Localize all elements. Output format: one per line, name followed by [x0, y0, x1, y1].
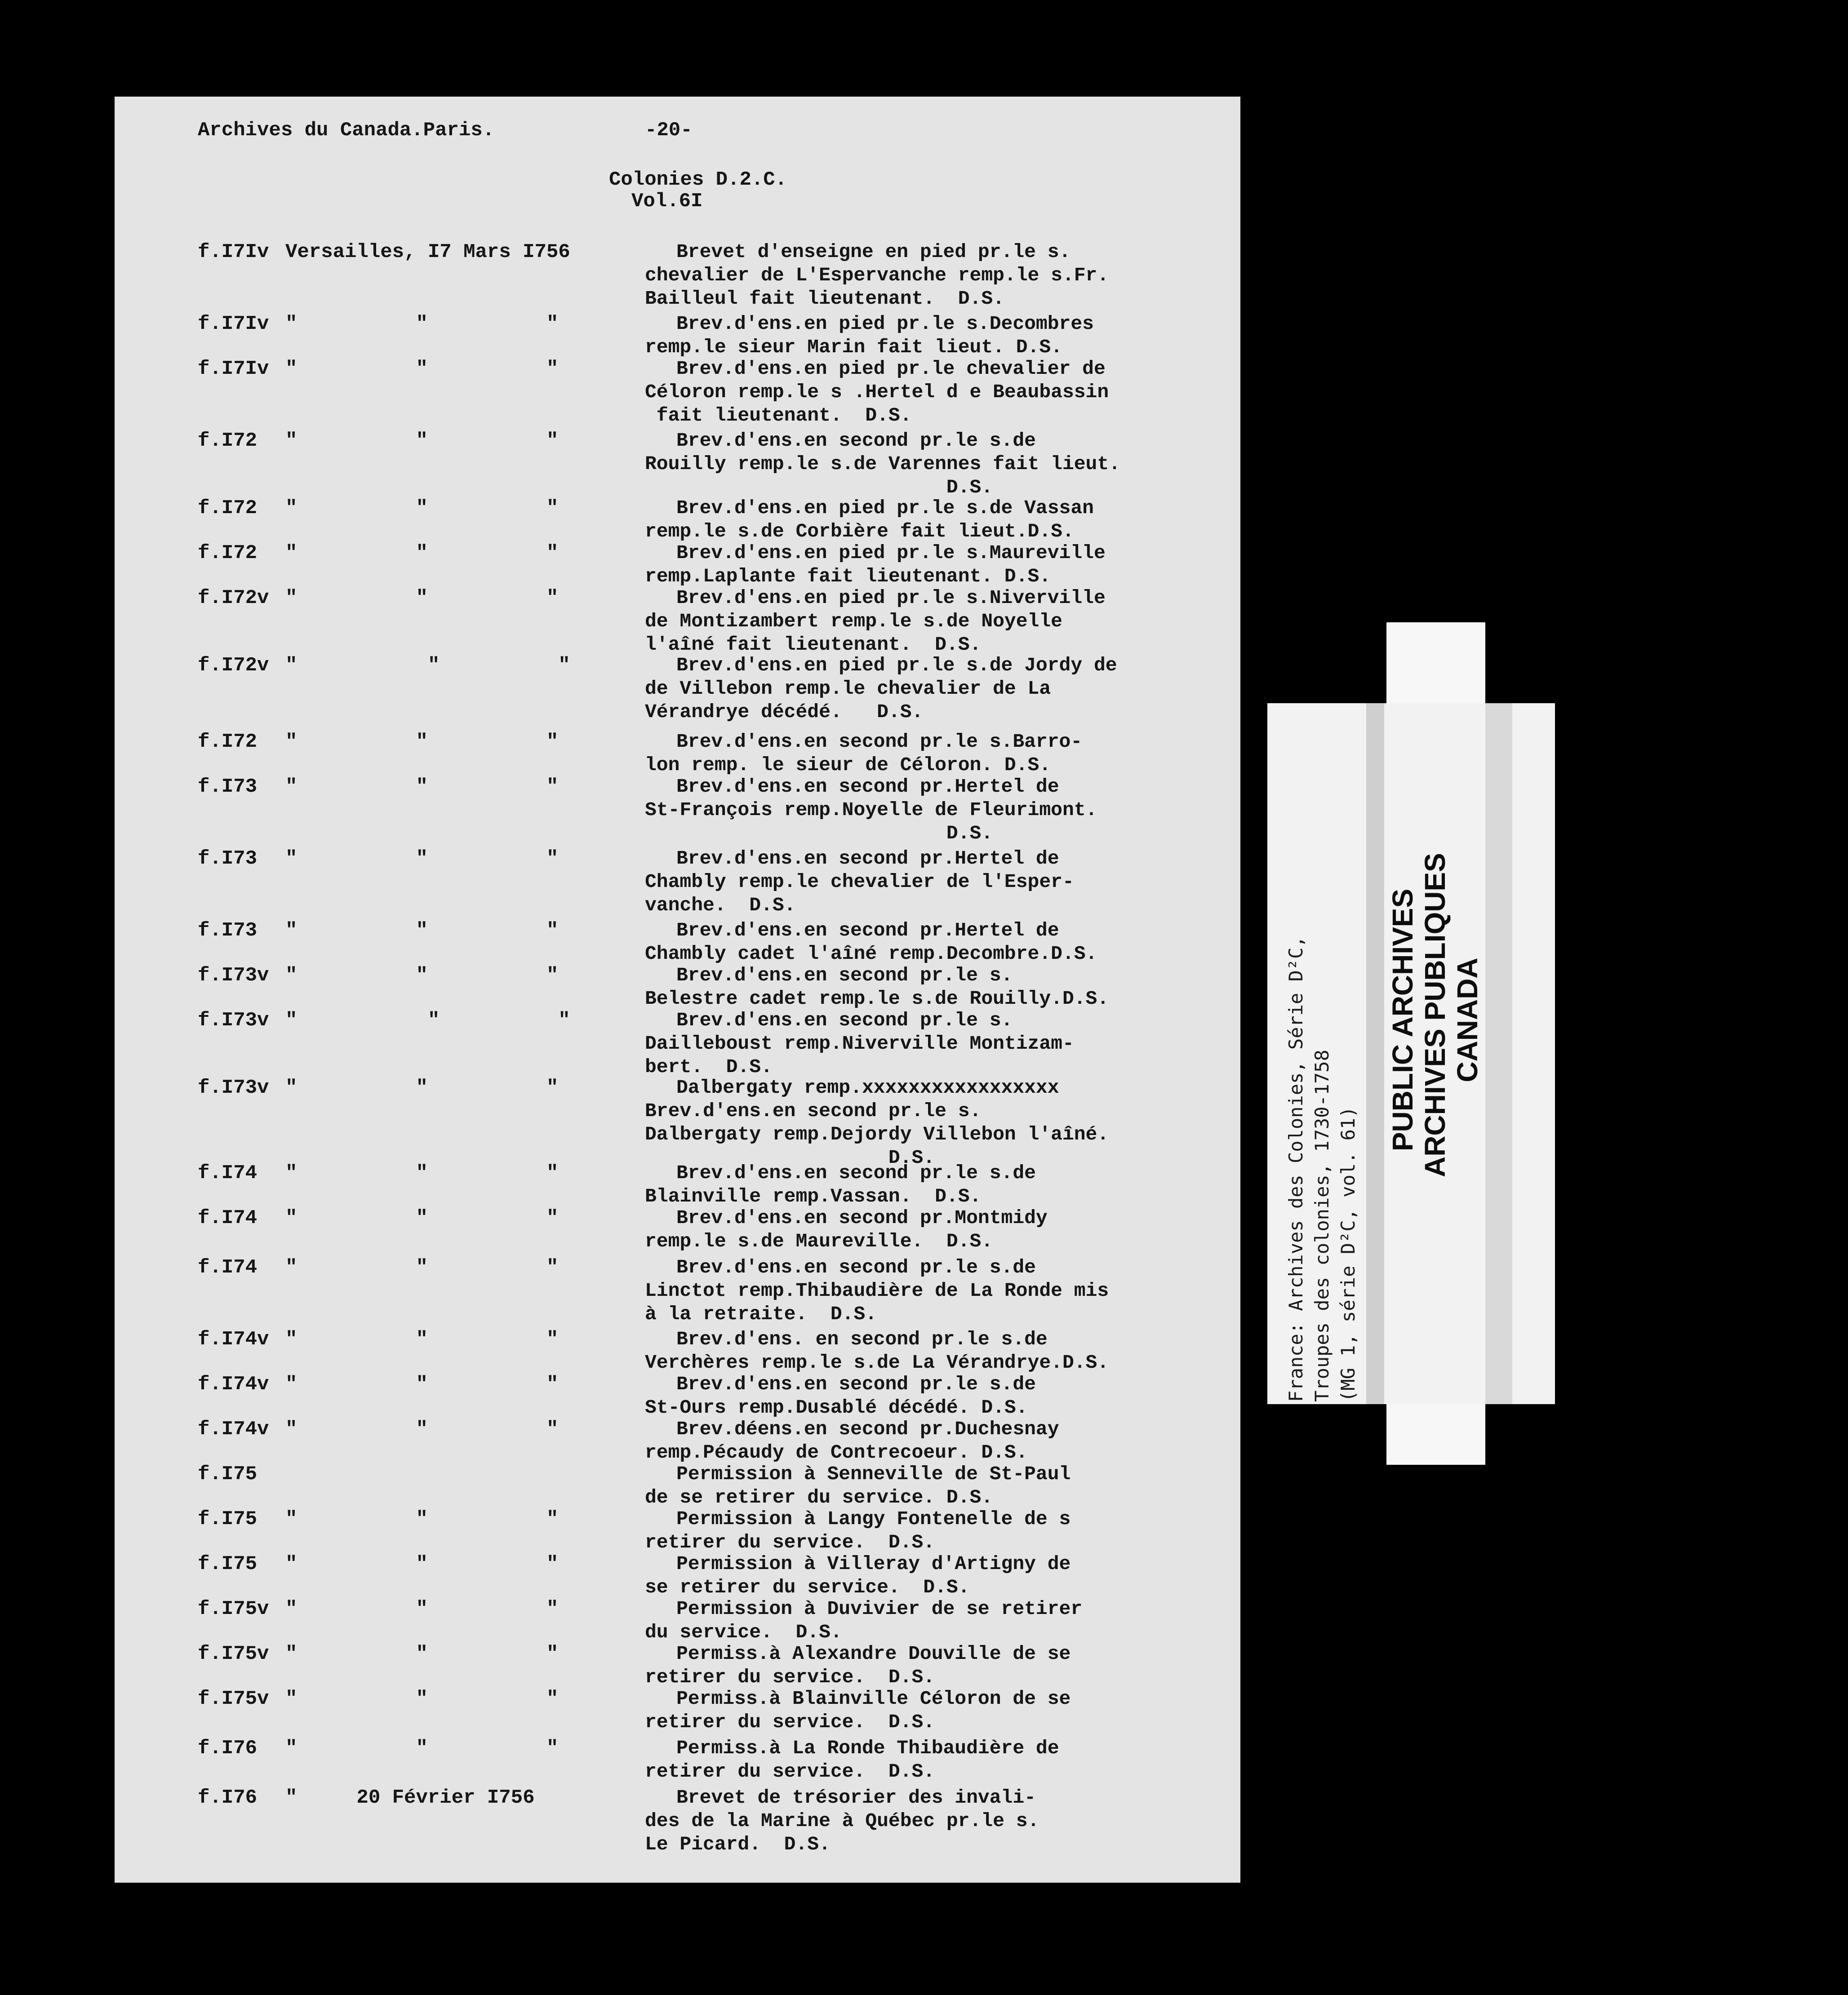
entry-description [645, 964, 1229, 1011]
description-line: Permission à Senneville de St-Paul [676, 1463, 1071, 1485]
entry-description [645, 1642, 1229, 1689]
folio-reference: f.I74v [198, 1418, 269, 1441]
stamp-line: CANADA [1451, 958, 1484, 1082]
description-line: Brev.d'ens.en pied pr.le chevalier de [676, 358, 1106, 380]
series-title: Colonies D.2.C. [609, 168, 787, 191]
description-line: Brev.déens.en second pr.Duchesnay [676, 1418, 1059, 1440]
description-line: Permiss.à La Ronde Thibaudière de [676, 1737, 1059, 1759]
slip-line: (MG 1, série D²C, vol. 61) [1337, 1106, 1359, 1402]
description-line: St-François remp.Noyelle de Fleurimont. [645, 799, 1097, 821]
description-line: Permission à Duvivier de se retirer [676, 1598, 1083, 1620]
entry-description [645, 654, 1229, 724]
entry-description [645, 1737, 1229, 1783]
description-line: Brev.d'ens.en second pr.le s.de [676, 1373, 1036, 1395]
folio-reference: f.I72v [198, 654, 269, 677]
entry-date: " " " [285, 1553, 559, 1575]
stamp-line: PUBLIC ARCHIVES [1386, 888, 1419, 1152]
folio-reference: f.I76 [198, 1737, 258, 1760]
folio-reference: f.I72 [198, 430, 258, 452]
folio-reference: f.I73v [198, 1009, 269, 1032]
entry-date: Versailles, I7 Mars I756 [285, 241, 570, 263]
entry-description [645, 1009, 1229, 1079]
description-line: Brev.d'ens.en second pr.le s.de [676, 1256, 1036, 1278]
entry-date: " " " [285, 1643, 559, 1665]
description-line: retirer du service. D.S. [645, 1760, 935, 1782]
description-line: Brev.d'ens.en second pr.le s. [676, 964, 1013, 986]
folio-reference: f.I74 [198, 1162, 258, 1184]
folio-reference: f.I7Iv [198, 358, 269, 380]
entry-date: " " " [285, 430, 559, 452]
description-line: Verchères remp.le s.de La Vérandrye.D.S. [645, 1352, 1109, 1374]
entry-description [645, 1507, 1229, 1554]
folio-reference: f.I75v [198, 1598, 269, 1620]
description-line: remp.le s.de Corbière fait lieut.D.S. [645, 520, 1074, 542]
entry-date: " 20 Février I756 [285, 1787, 535, 1809]
entry-date: " " " [285, 313, 559, 335]
entry-description [645, 1597, 1229, 1644]
description-line: Brev.d'ens.en pied pr.le s.de Vassan [676, 497, 1094, 519]
description-line: Brev.d'ens.en second pr.le s. [676, 1009, 1013, 1031]
entry-date: " " " [285, 1598, 559, 1620]
description-line: de Montizambert remp.le s.de Noyelle [645, 610, 1062, 632]
description-line: Permiss.à Blainville Céloron de se [676, 1688, 1071, 1710]
entry-date: " " " [285, 964, 559, 987]
entry-date: " " " [285, 497, 559, 519]
description-line: à la retraite. D.S. [645, 1303, 877, 1325]
entry-description [645, 847, 1229, 917]
description-line: de se retirer du service. D.S. [645, 1486, 993, 1508]
entry-description [645, 775, 1229, 845]
description-line: Permission à Langy Fontenelle de s [676, 1508, 1071, 1530]
folio-reference: f.I72 [198, 542, 258, 564]
description-line: Belestre cadet remp.le s.de Rouilly.D.S. [645, 988, 1109, 1010]
description-line: Chambly remp.le chevalier de l'Esper- [645, 871, 1074, 893]
volume-label: Vol.6I [631, 190, 703, 213]
description-line: Brev.d'ens.en second pr.le s.Barro- [676, 731, 1083, 753]
entry-date: " " " [285, 1256, 559, 1279]
description-line: de Villebon remp.le chevalier de La [645, 678, 1051, 700]
public-archives-stamp [1386, 853, 1484, 1177]
description-line: D.S. [645, 1147, 935, 1169]
description-line: Brev.d'ens.en pied pr.le s.Niverville [676, 587, 1106, 609]
stamp-line: ARCHIVES PUBLIQUES [1419, 853, 1451, 1177]
description-line: Brev.d'ens.en second pr.le s.de [676, 430, 1036, 452]
description-line: Permiss.à Alexandre Douville de se [676, 1643, 1071, 1665]
description-line: remp.le s.de Maureville. D.S. [645, 1230, 993, 1252]
description-line: Brev.d'ens.en second pr.Hertel de [676, 919, 1059, 941]
entry-description [645, 919, 1229, 966]
description-line: retirer du service. D.S. [645, 1531, 935, 1553]
entry-description [645, 312, 1229, 359]
description-line: Brevet d'enseigne en pied pr.le s. [676, 241, 1071, 263]
description-line: du service. D.S. [645, 1621, 842, 1643]
description-line: des de la Marine à Québec pr.le s. [645, 1810, 1040, 1832]
description-line: Chambly cadet l'aîné remp.Decombre.D.S. [645, 943, 1097, 965]
description-line: vanche. D.S. [645, 894, 796, 916]
description-line: D.S. [645, 822, 993, 844]
slip-edge-shadow [1485, 703, 1512, 1404]
folio-reference: f.I73v [198, 964, 269, 987]
entry-description [645, 497, 1229, 543]
description-line: retirer du service. D.S. [645, 1711, 935, 1733]
entry-date: " " " [285, 542, 559, 564]
archive-header: Archives du Canada.Paris. [198, 119, 495, 142]
folio-reference: f.I73 [198, 919, 258, 942]
folio-reference: f.I72 [198, 497, 258, 519]
entry-date: " " " [285, 776, 559, 798]
entry-description [645, 1463, 1229, 1509]
entry-date: " " " [285, 358, 559, 380]
description-line: Dalbergaty remp.xxxxxxxxxxxxxxxxx [676, 1077, 1059, 1099]
description-line: Blainville remp.Vassan. D.S. [645, 1185, 982, 1207]
slip-line: Troupes des colonies, 1730-1758 [1311, 1050, 1333, 1402]
description-line: Brev.d'ens.en pied pr.le s.Decombres [676, 313, 1094, 335]
entry-description [645, 1162, 1229, 1208]
description-line: fait lieutenant. D.S. [645, 404, 912, 426]
description-line: Brev.d'ens.en pied pr.le s.de Jordy de [676, 654, 1117, 676]
entry-date: " " " [285, 587, 559, 609]
entry-description [645, 1418, 1229, 1464]
entry-date: " " " [285, 654, 570, 677]
entry-description [645, 429, 1229, 499]
entry-date: " " " [285, 1737, 559, 1760]
description-line: Brev.d'ens.en second pr.Hertel de [676, 776, 1059, 798]
description-line: retirer du service. D.S. [645, 1666, 935, 1688]
description-line: se retirer du service. D.S. [645, 1576, 970, 1598]
description-line: Brev.d'ens. en second pr.le s.de [676, 1328, 1048, 1350]
entry-date: " " " [285, 731, 559, 753]
description-line: Le Picard. D.S. [645, 1833, 831, 1855]
entry-description [645, 1206, 1229, 1253]
description-line: Bailleul fait lieutenant. D.S. [645, 288, 1004, 310]
description-line: chevalier de L'Espervanche remp.le s.Fr. [645, 264, 1109, 286]
slip-line: France: Archives des Colonies, Série D²C, [1285, 936, 1307, 1402]
folio-reference: f.I72 [198, 731, 258, 753]
description-line: D.S. [645, 476, 993, 498]
entry-description [645, 730, 1229, 777]
folio-reference: f.I73 [198, 776, 258, 798]
description-line: l'aîné fait lieutenant. D.S. [645, 634, 982, 656]
description-line: Brev.d'ens.en second pr.le s.de [676, 1162, 1036, 1184]
entry-date: " " " [285, 1207, 559, 1229]
slip-shadow [1366, 703, 1384, 1404]
description-line: Dalbergaty remp.Dejordy Villebon l'aîné. [645, 1123, 1109, 1145]
entry-description [645, 1552, 1229, 1599]
folio-reference: f.I75v [198, 1688, 269, 1710]
folio-reference: f.I72v [198, 587, 269, 609]
description-line: Dailleboust remp.Niverville Montizam- [645, 1033, 1074, 1055]
entry-date: " " " [285, 1162, 559, 1184]
entry-description [645, 1373, 1229, 1419]
folio-reference: f.I74v [198, 1373, 269, 1396]
entry-date: " " " [285, 1009, 570, 1032]
entry-description [645, 240, 1229, 310]
entry-date: " " " [285, 847, 559, 870]
folio-reference: f.I73 [198, 847, 258, 870]
description-line: St-Ours remp.Dusablé décédé. D.S. [645, 1396, 1028, 1419]
folio-reference: f.I75 [198, 1463, 258, 1485]
slip-reference-text [1283, 936, 1361, 1402]
description-line: remp.Pécaudy de Contrecoeur. D.S. [645, 1441, 1028, 1463]
description-line: Brev.d'ens.en second pr.Hertel de [676, 847, 1059, 869]
entry-description [645, 1687, 1229, 1734]
description-line: Brev.d'ens.en pied pr.le s.Maureville [676, 542, 1106, 564]
description-line: bert. D.S. [645, 1056, 773, 1078]
description-line: Rouilly remp.le s.de Varennes fait lieut. [645, 453, 1120, 475]
description-line: Brev.d'ens.en second pr.le s. [645, 1100, 982, 1122]
entry-date: " " " [285, 1418, 559, 1441]
folio-reference: f.I76 [198, 1787, 258, 1809]
entry-date: " " " [285, 1373, 559, 1396]
entry-date: " " " [285, 1328, 559, 1351]
folio-reference: f.I74 [198, 1207, 258, 1229]
description-line: Linctot remp.Thibaudière de La Ronde mis [645, 1280, 1109, 1302]
entry-date: " " " [285, 1688, 559, 1710]
description-line: Brevet de trésorier des invali- [676, 1787, 1036, 1809]
folio-reference: f.I75 [198, 1553, 258, 1575]
entry-description [645, 541, 1229, 588]
folio-reference: f.I7Iv [198, 241, 269, 263]
folio-reference: f.I74 [198, 1256, 258, 1279]
typewritten-page [115, 97, 1240, 1883]
page-number: -20- [645, 119, 693, 142]
entry-date: " " " [285, 919, 559, 942]
folio-reference: f.I75v [198, 1643, 269, 1665]
folio-reference: f.I75 [198, 1508, 258, 1530]
description-line: Céloron remp.le s .Hertel d e Beaubassin [645, 381, 1109, 403]
folio-reference: f.I74v [198, 1328, 269, 1351]
description-line: lon remp. le sieur de Céloron. D.S. [645, 754, 1051, 776]
description-line: Permission à Villeray d'Artigny de [676, 1553, 1071, 1575]
entry-description [645, 1328, 1229, 1374]
folio-reference: f.I73v [198, 1077, 269, 1099]
folio-reference: f.I7Iv [198, 313, 269, 335]
description-line: Brev.d'ens.en second pr.Montmidy [676, 1207, 1048, 1229]
entry-description [645, 357, 1229, 427]
entry-description [645, 1786, 1229, 1856]
entry-date: " " " [285, 1508, 559, 1530]
entry-description [645, 1076, 1229, 1170]
entry-description [645, 586, 1229, 656]
description-line: Vérandrye décédé. D.S. [645, 701, 924, 723]
description-line: remp.le sieur Marin fait lieut. D.S. [645, 336, 1062, 358]
entry-description [645, 1256, 1229, 1326]
description-line: remp.Laplante fait lieutenant. D.S. [645, 565, 1051, 587]
entry-date: " " " [285, 1077, 559, 1099]
